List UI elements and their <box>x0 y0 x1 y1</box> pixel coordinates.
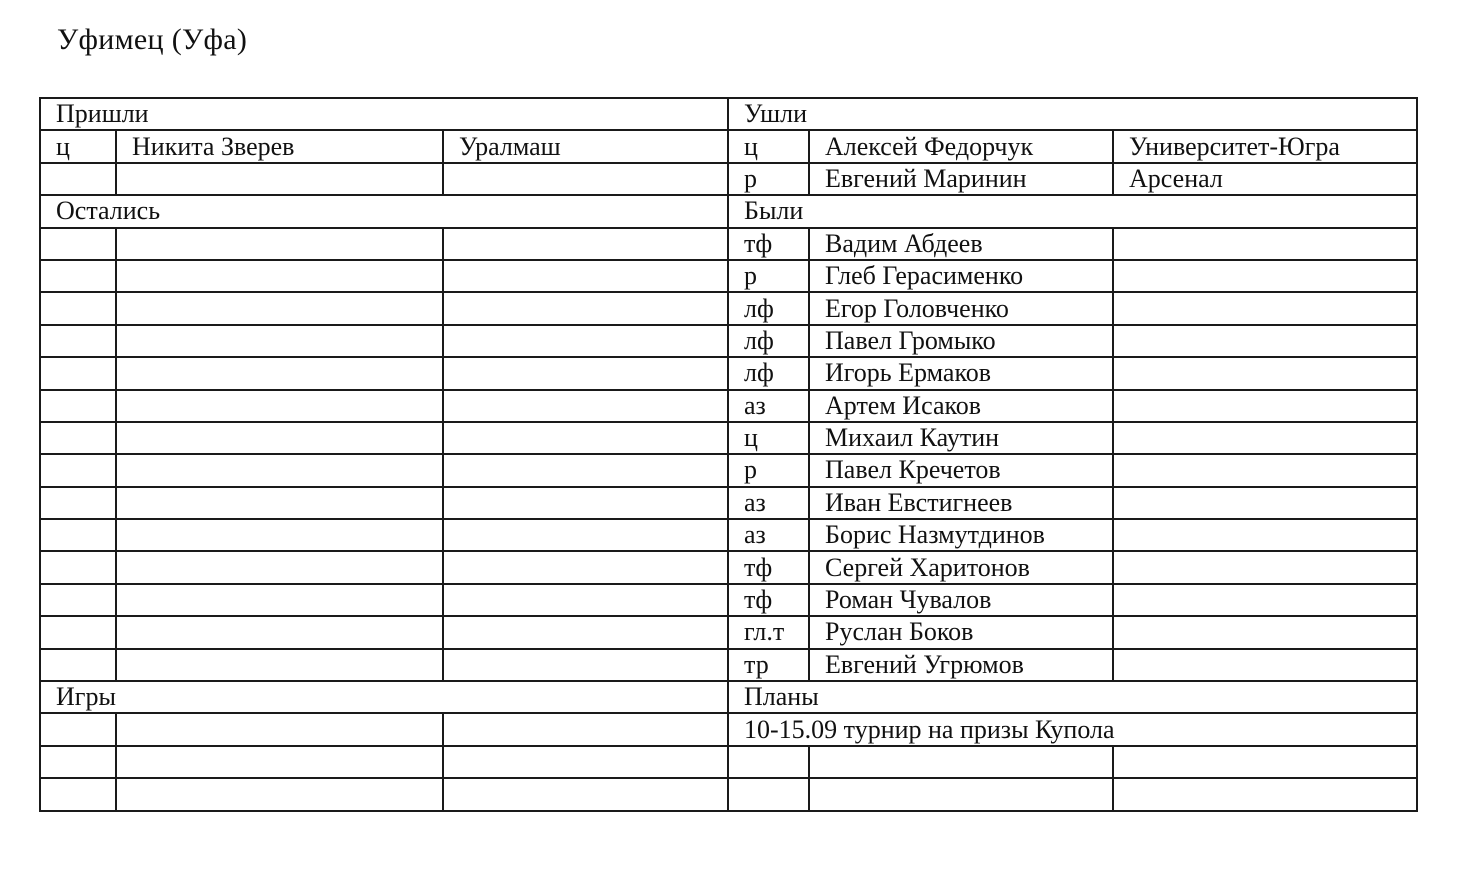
empty-cell <box>116 649 443 681</box>
were-position: лф <box>728 357 809 389</box>
table-row <box>40 163 1417 195</box>
were-position: аз <box>728 519 809 551</box>
empty-cell <box>1113 778 1417 810</box>
empty-cell <box>40 519 116 551</box>
empty-cell <box>116 163 443 195</box>
table-row <box>40 519 1417 551</box>
empty-cell <box>116 616 443 648</box>
section-header-stayed: Остались <box>40 195 728 227</box>
section-header-departed: Ушли <box>728 98 1417 130</box>
table-row <box>40 746 1417 778</box>
were-position: р <box>728 454 809 486</box>
empty-cell <box>1113 390 1417 422</box>
empty-cell <box>443 616 728 648</box>
were-player-name: Роман Чувалов <box>809 584 1113 616</box>
arrived-position: ц <box>40 130 116 162</box>
empty-cell <box>116 390 443 422</box>
empty-cell <box>443 778 728 810</box>
were-player-name: Сергей Харитонов <box>809 551 1113 583</box>
were-player-name: Евгений Угрюмов <box>809 649 1113 681</box>
empty-cell <box>1113 357 1417 389</box>
empty-cell <box>116 551 443 583</box>
table-row <box>40 649 1417 681</box>
empty-cell <box>40 325 116 357</box>
empty-cell <box>1113 454 1417 486</box>
empty-cell <box>443 260 728 292</box>
table-row <box>40 616 1417 648</box>
empty-cell <box>1113 519 1417 551</box>
empty-cell <box>40 584 116 616</box>
were-position: тф <box>728 228 809 260</box>
were-player-name: Иван Евстигнеев <box>809 487 1113 519</box>
empty-cell <box>443 325 728 357</box>
empty-cell <box>1113 422 1417 454</box>
empty-cell <box>116 487 443 519</box>
section-header-were: Были <box>728 195 1417 227</box>
departed-position: ц <box>728 130 809 162</box>
plan-entry: 10-15.09 турнир на призы Купола <box>728 713 1417 745</box>
empty-cell <box>1113 292 1417 324</box>
table-row <box>40 228 1417 260</box>
table-row <box>40 130 1417 162</box>
were-player-name: Егор Головченко <box>809 292 1113 324</box>
table-row <box>40 325 1417 357</box>
empty-cell <box>443 487 728 519</box>
were-player-name: Артем Исаков <box>809 390 1113 422</box>
were-position: лф <box>728 325 809 357</box>
empty-cell <box>116 778 443 810</box>
were-position: лф <box>728 292 809 324</box>
table-row <box>40 713 1417 745</box>
table-row <box>40 778 1417 810</box>
were-player-name: Павел Кречетов <box>809 454 1113 486</box>
empty-cell <box>116 357 443 389</box>
empty-cell <box>443 584 728 616</box>
table-row <box>40 390 1417 422</box>
empty-cell <box>40 292 116 324</box>
empty-cell <box>443 422 728 454</box>
empty-cell <box>116 292 443 324</box>
empty-cell <box>728 778 809 810</box>
were-position: тр <box>728 649 809 681</box>
table-row <box>40 292 1417 324</box>
empty-cell <box>40 713 116 745</box>
empty-cell <box>40 390 116 422</box>
empty-cell <box>116 584 443 616</box>
empty-cell <box>40 746 116 778</box>
table-row <box>40 454 1417 486</box>
table-row <box>40 195 1417 227</box>
empty-cell <box>40 454 116 486</box>
were-position: аз <box>728 487 809 519</box>
empty-cell <box>116 325 443 357</box>
were-position: тф <box>728 584 809 616</box>
empty-cell <box>40 649 116 681</box>
empty-cell <box>1113 649 1417 681</box>
empty-cell <box>443 649 728 681</box>
empty-cell <box>443 228 728 260</box>
empty-cell <box>1113 584 1417 616</box>
empty-cell <box>1113 616 1417 648</box>
empty-cell <box>40 260 116 292</box>
empty-cell <box>40 487 116 519</box>
empty-cell <box>40 778 116 810</box>
empty-cell <box>443 390 728 422</box>
empty-cell <box>443 551 728 583</box>
empty-cell <box>1113 325 1417 357</box>
empty-cell <box>40 422 116 454</box>
empty-cell <box>40 551 116 583</box>
empty-cell <box>1113 228 1417 260</box>
empty-cell <box>443 292 728 324</box>
table-row <box>40 260 1417 292</box>
empty-cell <box>1113 260 1417 292</box>
roster-table <box>39 97 1418 812</box>
empty-cell <box>40 616 116 648</box>
empty-cell <box>40 163 116 195</box>
table-row <box>40 584 1417 616</box>
empty-cell <box>116 519 443 551</box>
were-player-name: Вадим Абдеев <box>809 228 1113 260</box>
table-row <box>40 98 1417 130</box>
section-header-games: Игры <box>40 681 728 713</box>
table-row <box>40 487 1417 519</box>
were-position: р <box>728 260 809 292</box>
table-row <box>40 681 1417 713</box>
empty-cell <box>443 713 728 745</box>
were-player-name: Михаил Каутин <box>809 422 1113 454</box>
empty-cell <box>809 746 1113 778</box>
arrived-player-name: Никита Зверев <box>116 130 443 162</box>
table-row <box>40 357 1417 389</box>
empty-cell <box>116 454 443 486</box>
section-header-arrived: Пришли <box>40 98 728 130</box>
departed-player-name: Евгений Маринин <box>809 163 1113 195</box>
arrived-from-club: Уралмаш <box>443 130 728 162</box>
were-player-name: Глеб Герасименко <box>809 260 1113 292</box>
empty-cell <box>116 422 443 454</box>
empty-cell <box>116 713 443 745</box>
empty-cell <box>1113 746 1417 778</box>
empty-cell <box>116 746 443 778</box>
empty-cell <box>443 519 728 551</box>
departed-to-club: Университет-Югра <box>1113 130 1417 162</box>
empty-cell <box>116 228 443 260</box>
were-position: ц <box>728 422 809 454</box>
table-row <box>40 551 1417 583</box>
empty-cell <box>809 778 1113 810</box>
document-title: Уфимец (Уфа) <box>57 23 248 56</box>
section-header-plans: Планы <box>728 681 1417 713</box>
departed-player-name: Алексей Федорчук <box>809 130 1113 162</box>
empty-cell <box>443 163 728 195</box>
empty-cell <box>443 357 728 389</box>
were-player-name: Павел Громыко <box>809 325 1113 357</box>
departed-to-club: Арсенал <box>1113 163 1417 195</box>
empty-cell <box>728 746 809 778</box>
were-position: гл.т <box>728 616 809 648</box>
were-player-name: Борис Назмутдинов <box>809 519 1113 551</box>
empty-cell <box>116 260 443 292</box>
empty-cell <box>1113 487 1417 519</box>
empty-cell <box>1113 551 1417 583</box>
were-position: тф <box>728 551 809 583</box>
were-player-name: Руслан Боков <box>809 616 1113 648</box>
empty-cell <box>40 357 116 389</box>
were-position: аз <box>728 390 809 422</box>
were-player-name: Игорь Ермаков <box>809 357 1113 389</box>
empty-cell <box>443 454 728 486</box>
table-row <box>40 422 1417 454</box>
empty-cell <box>443 746 728 778</box>
empty-cell <box>40 228 116 260</box>
departed-position: р <box>728 163 809 195</box>
